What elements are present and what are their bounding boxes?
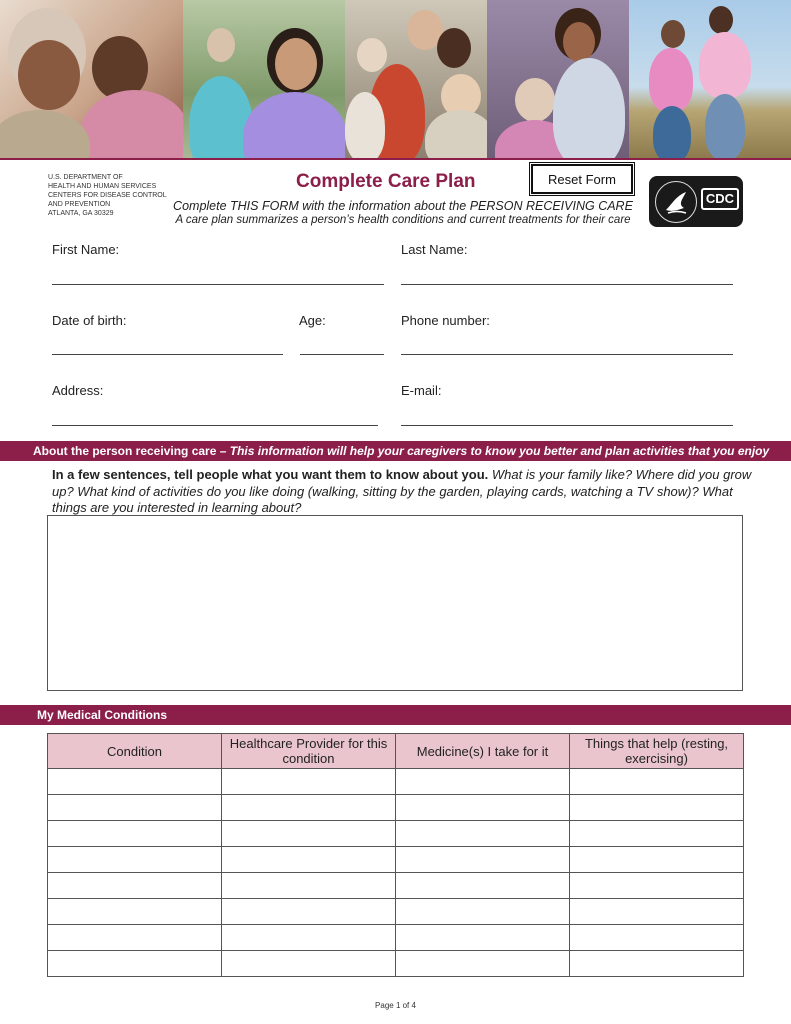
about-text-box bbox=[47, 515, 743, 691]
table-cell-condition bbox=[48, 925, 222, 951]
table-cell-provider bbox=[222, 951, 396, 977]
dob-label: Date of birth: bbox=[52, 313, 127, 328]
table-cell-medicine bbox=[396, 795, 570, 821]
table-row bbox=[48, 899, 744, 925]
table-row bbox=[48, 821, 744, 847]
table-row bbox=[48, 847, 744, 873]
cell-input-medicine[interactable] bbox=[396, 899, 569, 924]
cell-input-things-that-help[interactable] bbox=[570, 951, 743, 976]
cell-input-things-that-help[interactable] bbox=[570, 899, 743, 924]
medical-conditions-table bbox=[47, 733, 744, 977]
first-name-label: First Name: bbox=[52, 242, 120, 257]
first-name-input[interactable] bbox=[52, 260, 388, 284]
cell-input-things-that-help[interactable] bbox=[570, 769, 743, 794]
photo-couple-walking bbox=[629, 0, 791, 158]
column-header-medicine: Medicine(s) I take for it bbox=[396, 734, 570, 769]
table-cell-things-that-help bbox=[570, 951, 744, 977]
header-rule bbox=[0, 158, 791, 160]
table-cell-medicine bbox=[396, 847, 570, 873]
table-cell-condition bbox=[48, 899, 222, 925]
cell-input-things-that-help[interactable] bbox=[570, 795, 743, 820]
table-row bbox=[48, 769, 744, 795]
cell-input-things-that-help[interactable] bbox=[570, 873, 743, 898]
cell-input-provider[interactable] bbox=[222, 873, 395, 898]
table-cell-provider bbox=[222, 821, 396, 847]
agency-line: HEALTH AND HUMAN SERVICES bbox=[48, 183, 157, 190]
table-row bbox=[48, 951, 744, 977]
table-cell-things-that-help bbox=[570, 821, 744, 847]
agency-line: ATLANTA, GA 30329 bbox=[48, 210, 114, 217]
table-cell-things-that-help bbox=[570, 769, 744, 795]
table-cell-things-that-help bbox=[570, 847, 744, 873]
cell-input-provider[interactable] bbox=[222, 951, 395, 976]
table-cell-condition bbox=[48, 795, 222, 821]
about-textarea[interactable] bbox=[48, 516, 742, 690]
cell-input-provider[interactable] bbox=[222, 821, 395, 846]
table-cell-medicine bbox=[396, 951, 570, 977]
cell-input-medicine[interactable] bbox=[396, 925, 569, 950]
header-photo-strip bbox=[0, 0, 791, 158]
cell-input-condition[interactable] bbox=[48, 769, 221, 794]
reset-form-button[interactable]: Reset Form bbox=[531, 164, 633, 194]
table-cell-condition bbox=[48, 847, 222, 873]
care-plan-description: A care plan summarizes a person’s health conditions and current treatments for their care bbox=[175, 214, 631, 226]
table-cell-medicine bbox=[396, 925, 570, 951]
table-row bbox=[48, 873, 744, 899]
cell-input-things-that-help[interactable] bbox=[570, 847, 743, 872]
cell-input-medicine[interactable] bbox=[396, 769, 569, 794]
about-band-title: About the person receiving care – bbox=[33, 444, 230, 458]
photo-group-of-friends bbox=[345, 0, 487, 158]
last-name-label: Last Name: bbox=[401, 242, 468, 257]
cell-input-condition[interactable] bbox=[48, 847, 221, 872]
agency-line: CENTERS FOR DISEASE CONTROL bbox=[48, 192, 167, 199]
cdc-logo bbox=[649, 176, 743, 227]
table-cell-provider bbox=[222, 769, 396, 795]
cell-input-medicine[interactable] bbox=[396, 795, 569, 820]
age-label: Age: bbox=[299, 313, 326, 328]
table-cell-medicine bbox=[396, 769, 570, 795]
medical-section-band bbox=[0, 705, 791, 725]
table-row bbox=[48, 795, 744, 821]
about-prompt-questions: What is your family like? Where did you grow up? What kind of activities do you like doing (walking, sitting by the garden, playing cards, watching a TV show)? What things are you interested in learning about? bbox=[52, 467, 752, 515]
cell-input-things-that-help[interactable] bbox=[570, 925, 743, 950]
dob-underline bbox=[52, 354, 283, 355]
cell-input-provider[interactable] bbox=[222, 795, 395, 820]
about-prompt bbox=[52, 467, 752, 517]
page-number: Page 1 of 4 bbox=[375, 1001, 416, 1010]
age-underline bbox=[300, 354, 384, 355]
cell-input-provider[interactable] bbox=[222, 847, 395, 872]
column-header-provider: Healthcare Provider for this condition bbox=[222, 734, 396, 769]
table-cell-things-that-help bbox=[570, 873, 744, 899]
table-cell-medicine bbox=[396, 873, 570, 899]
hhs-seal-icon bbox=[655, 181, 697, 223]
photo-two-women-laughing bbox=[0, 0, 183, 158]
form-instructions: Complete THIS FORM with the information about the PERSON RECEIVING CARE bbox=[173, 199, 633, 213]
cell-input-condition[interactable] bbox=[48, 925, 221, 950]
email-input[interactable] bbox=[401, 401, 737, 425]
table-cell-provider bbox=[222, 899, 396, 925]
cell-input-condition[interactable] bbox=[48, 821, 221, 846]
cell-input-things-that-help[interactable] bbox=[570, 821, 743, 846]
about-band-note: This information will help your caregivers to know you better and plan activities that you enjoy bbox=[229, 444, 770, 458]
table-cell-things-that-help bbox=[570, 795, 744, 821]
agency-line: U.S. DEPARTMENT OF bbox=[48, 174, 123, 181]
column-header-things-that-help: Things that help (resting, exercising) bbox=[570, 734, 744, 769]
table-header-row bbox=[48, 734, 744, 769]
table-cell-medicine bbox=[396, 821, 570, 847]
cell-input-provider[interactable] bbox=[222, 899, 395, 924]
agency-line: AND PREVENTION bbox=[48, 201, 111, 208]
cell-input-medicine[interactable] bbox=[396, 873, 569, 898]
address-label: Address: bbox=[52, 383, 104, 398]
email-label: E-mail: bbox=[401, 383, 442, 398]
table-cell-medicine bbox=[396, 899, 570, 925]
table-cell-condition bbox=[48, 821, 222, 847]
column-header-condition: Condition bbox=[48, 734, 222, 769]
about-prompt-lead: In a few sentences, tell people what you want them to know about you. bbox=[52, 467, 489, 482]
photo-caregiver-and-elder bbox=[487, 0, 629, 158]
table-cell-provider bbox=[222, 795, 396, 821]
about-section-band bbox=[0, 441, 791, 461]
last-name-input[interactable] bbox=[401, 260, 737, 284]
page-title: Complete Care Plan bbox=[296, 171, 476, 192]
last-name-underline bbox=[401, 284, 733, 285]
cell-input-medicine[interactable] bbox=[396, 951, 569, 976]
dob-input[interactable] bbox=[52, 330, 287, 354]
medical-band-title: My Medical Conditions bbox=[37, 708, 168, 722]
table-cell-things-that-help bbox=[570, 899, 744, 925]
table-row bbox=[48, 925, 744, 951]
cell-input-provider[interactable] bbox=[222, 769, 395, 794]
cell-input-condition[interactable] bbox=[48, 951, 221, 976]
phone-label: Phone number: bbox=[401, 313, 490, 328]
address-input[interactable] bbox=[52, 401, 382, 425]
address-underline bbox=[52, 425, 378, 426]
cell-input-medicine[interactable] bbox=[396, 847, 569, 872]
table-cell-provider bbox=[222, 873, 396, 899]
table-cell-condition bbox=[48, 951, 222, 977]
table-cell-provider bbox=[222, 847, 396, 873]
cell-input-medicine[interactable] bbox=[396, 821, 569, 846]
cell-input-condition[interactable] bbox=[48, 899, 221, 924]
cell-input-condition[interactable] bbox=[48, 873, 221, 898]
table-cell-provider bbox=[222, 925, 396, 951]
phone-input[interactable] bbox=[401, 330, 737, 354]
email-underline bbox=[401, 425, 733, 426]
phone-underline bbox=[401, 354, 733, 355]
first-name-underline bbox=[52, 284, 384, 285]
table-cell-condition bbox=[48, 769, 222, 795]
table-cell-condition bbox=[48, 873, 222, 899]
age-input[interactable] bbox=[300, 330, 388, 354]
medical-table-body bbox=[48, 769, 744, 977]
cell-input-condition[interactable] bbox=[48, 795, 221, 820]
agency-address bbox=[48, 173, 168, 218]
cell-input-provider[interactable] bbox=[222, 925, 395, 950]
cdc-logo-text: CDC bbox=[701, 188, 739, 210]
table-cell-things-that-help bbox=[570, 925, 744, 951]
photo-woman-purple-shirt bbox=[183, 0, 345, 158]
